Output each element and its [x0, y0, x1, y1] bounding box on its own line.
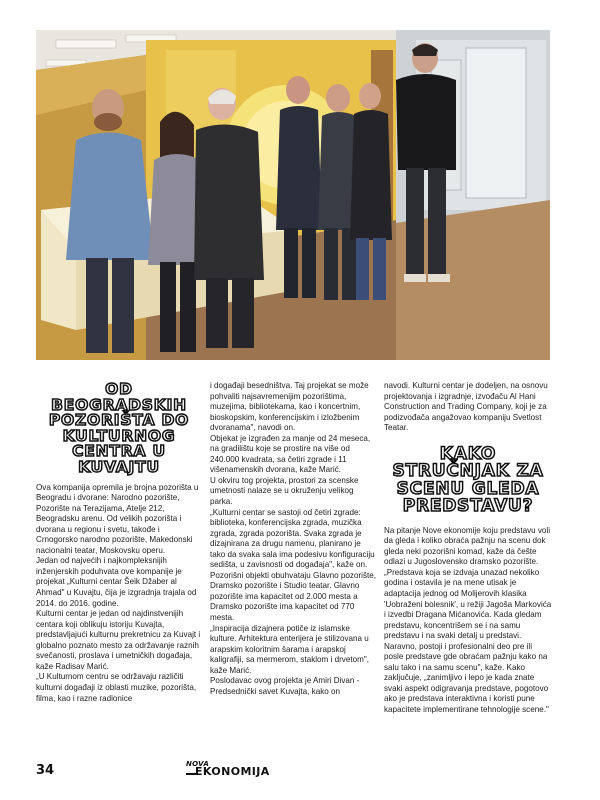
article-column-3 [384, 381, 552, 716]
paragraph: Objekat je izgrađen za manje od 24 meseca, na gradilištu koje se prostire na više od 240.000 kvadrata, sa četiri zgrade i 11 višenamenskih dvorana, kaže Marić. [210, 433, 371, 475]
paragraph: „Kulturni centar se sastoji od četiri zgrade: biblioteka, konferencijska zgrada, muzička zgrada, zgrada pozorišta. Svaka zgrada je dizajnirana za drugu namenu, planirano je tako da svaka sala ima podesivu konfiguraciju sedišta, u zavisnosti od događaja", kaže on. [210, 507, 375, 570]
page-number: 34 [36, 763, 55, 778]
article-headline: OD BEOGRADSKIH POZORIŠTA DO KULTURNOG CENTRA U KUVAJTU [48, 380, 190, 476]
paragraph: „Predstava koja se izdvaja unazad nekoliko godina i ostavila je na mene utisak je adaptacija jednog od Molijerovih klasika 'Uobraženi bolesnik', u režiji Jagoša Markovića i izvedbi Dragana Mićanovića. Kada gledam predstavu, koncentrišem se i na samu predstavu i na svaki detalj u predstavi. Naravno, postoji i profesionalni deo pre ili posle predstave gde obraćam pažnju kako na salu tako i na samu scenu", kaže. Kako zaključuje, „zanimljivo i lepo je kada znate svaki aspekt odigravanja predstave, pogotovo ako je predstava interaktivna i koristi pune kapacitete implementirane tehnologije scene." [384, 567, 552, 715]
paragraph: Jedan od najvećih i najkompleksnijih inženjerskih poduhvata ove kompanije je projekat „Kulturni centar Šeik Džaber al Ahmad" u Kuvajtu, čija je izgradnja trajala od 2014. do 2016. godine. [36, 556, 197, 608]
paragraph: Kulturni centar je jedan od najdinstvenijih centara koji oblikuju istoriju Kuvajta, predstavljajući kulturnu prekretnicu za Kuvajt i globalno poznato mesto za održavanje raznih svečanosti, proslava i umetničkih događaja, kaže Radisav Marić. [36, 609, 201, 671]
article-photo [36, 30, 550, 360]
paragraph: i događaji besedništva. Taj projekat se može pohvaliti najsavremenijim pozorištima, muzejima, bibliotekama, kao i koncertnim, bioskopskim, konferencijskim i izložbenim dvoranama", navodi on. [210, 381, 369, 433]
paragraph: „Inspiracija dizajnera potiče iz islamske kulture. Arhitektura enterijera je stilizovana u arapskim koloritnim šarama i arapskoj kaligrafiji, sa mermerom, staklom i drvetom", kaže Marić. [210, 623, 369, 675]
paragraph: U okviru tog projekta, prostori za scenske umetnosti nalaze se u okruženju velikog parka. [210, 475, 359, 507]
paragraph: Ova kompanija opremila je brojna pozorišta u Beogradu i dvorane: Narodno pozorište, Pozorište na Terazijama, Atelje 212, Beogradsku arenu. Od velikih pozorišta i dvorana u regionu i svetu, takođe i Crnogorsko narodno pozorište, Makedonski nacionalni teatar, Moskovsku operu. [36, 482, 199, 555]
team-photo-illustration [36, 30, 550, 360]
brand-prefix: NOVA [186, 760, 210, 768]
paragraph: Pozorišni objekti obuhvataju Glavno pozorište, Dramsko pozorište i Studio teatar. Glavno pozorište ima kapacitet od 2.000 mesta a Dramsko pozorište ima kapacitet od 770 mesta. [210, 570, 377, 623]
paragraph: navodi. Kulturni centar je dodeljen, na osnovu projektovanja i izgradnje, izvođaču Al Hani Construction and Trading Company, koji je za podizvođača angažovao kompaniju Svetlost Teatar. [384, 381, 548, 433]
brand-name: EKONOMIJA [195, 765, 270, 778]
article-column-2 [210, 381, 378, 697]
article-column-1 [36, 382, 202, 704]
paragraph: Na pitanje Nove ekonomije koju predstavu voli da gleda i koliko obraća pažnju na scenu dok gleda neki pozorišni komad, kaže da češte odlazi u Jugoslovensko dramsko pozorište. [384, 525, 551, 567]
article-subheadline: KAKO STRUČNJAK ZA SCENU GLEDA PREDSTAVU? [392, 443, 544, 517]
paragraph: „U Kulturnom centru se održavaju različiti kulturni događaji iz oblasti muzike, pozorišta, filma, kao i razne radionice [36, 672, 197, 703]
paragraph: Poslodavac ovog projekta je Amiri Divan - Predsednički savet Kuvajta, kako on [210, 676, 360, 696]
